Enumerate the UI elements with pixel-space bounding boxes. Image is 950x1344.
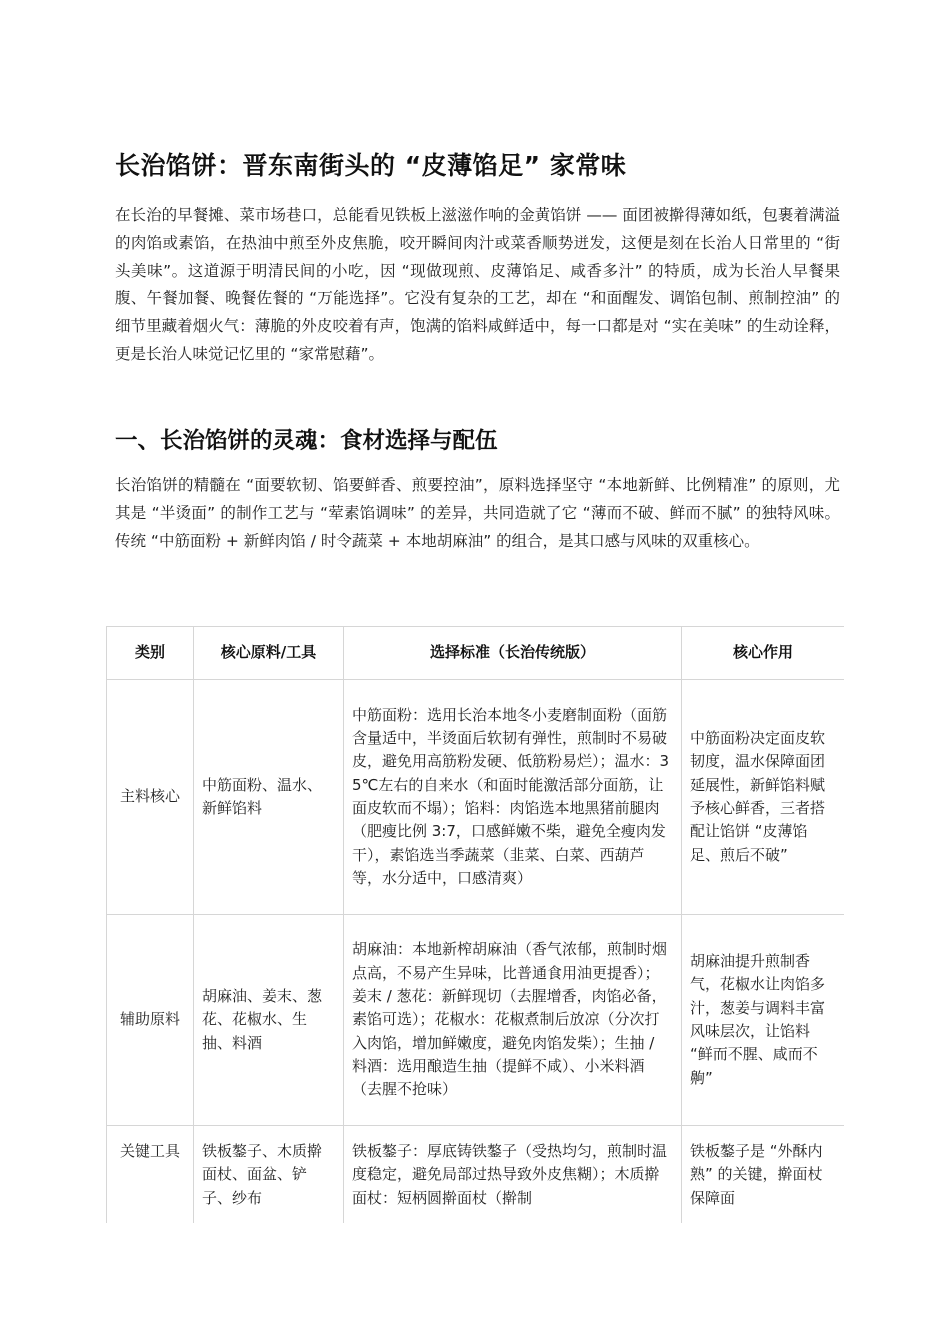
- ingredients-table: [106, 626, 844, 1223]
- header-standard: 选择标准（长治传统版）: [344, 627, 682, 680]
- header-role: 核心作用: [682, 627, 845, 680]
- cell-standard: 中筋面粉：选用长治本地冬小麦磨制面粉（面筋含量适中，半烫面后软韧有弹性，煎制时不易破皮，避免用高筋粉发硬、低筋粉易烂）；温水：35℃左右的自来水（和面时能激活部分面筋，让面皮软而不塌）；馅料：肉馅选本地黑猪前腿肉（肥瘦比例 3:7，口感鲜嫩不柴，避免全瘦肉发干），素馅选当季蔬菜（韭菜、白菜、西葫芦等，水分适中，口感清爽）: [344, 680, 682, 915]
- cell-role: 铁板鏊子是 “外酥内熟” 的关键，擀面杖保障面: [682, 1126, 845, 1224]
- cell-standard: 铁板鏊子：厚底铸铁鏊子（受热均匀，煎制时温度稳定，避免局部过热导致外皮焦糊）；木质擀面杖：短柄圆擀面杖（擀制: [344, 1126, 682, 1224]
- header-materials: 核心原料/工具: [194, 627, 344, 680]
- cell-materials: 胡麻油、姜末、葱花、花椒水、生抽、料酒: [194, 915, 344, 1126]
- cell-role: 胡麻油提升煎制香气，花椒水让肉馅多汁，葱姜与调料丰富风味层次，让馅料 “鲜而不腥、咸而不齁”: [682, 915, 845, 1126]
- section-paragraph: 长治馅饼的精髓在 “面要软韧、馅要鲜香、煎要控油”，原料选择坚守 “本地新鲜、比例精准” 的原则，尤其是 “半烫面” 的制作工艺与 “荤素馅调味” 的差异，共同造就了它 “薄而不破、鲜而不腻” 的独特风味。传统 “中筋面粉 + 新鲜肉馅 / 时令蔬菜 + 本地胡麻油” 的组合，是其口感与风味的双重核心。: [115, 476, 840, 550]
- page-title: 长治馅饼：晋东南街头的 “皮薄馅足” 家常味: [115, 151, 627, 180]
- cell-category: 关键工具: [107, 1126, 194, 1224]
- table-row: [107, 915, 845, 1126]
- section-heading: 一、长治馅饼的灵魂：食材选择与配伍: [115, 428, 498, 454]
- table-row: [107, 1126, 845, 1224]
- header-category: 类别: [107, 627, 194, 680]
- cell-standard: 胡麻油：本地新榨胡麻油（香气浓郁，煎制时烟点高，不易产生异味，比普通食用油更提香）；姜末 / 葱花：新鲜现切（去腥增香，肉馅必备，素馅可选）；花椒水：花椒煮制后放凉（分次打入肉馅，增加鲜嫩度，避免肉馅发柴）；生抽 / 料酒：选用酿造生抽（提鲜不咸）、小米料酒（去腥不抢味）: [344, 915, 682, 1126]
- cell-category: 辅助原料: [107, 915, 194, 1126]
- cell-role: 中筋面粉决定面皮软韧度，温水保障面团延展性，新鲜馅料赋予核心鲜香，三者搭配让馅饼 “皮薄馅足、煎后不破”: [682, 680, 845, 915]
- intro-paragraph: 在长治的早餐摊、菜市场巷口，总能看见铁板上滋滋作响的金黄馅饼 —— 面团被擀得薄如纸，包裹着满溢的肉馅或素馅，在热油中煎至外皮焦脆，咬开瞬间肉汁或菜香顺势迸发，这便是刻在长治人日常里的 “街头美味”。这道源于明清民间的小吃，因 “现做现煎、皮薄馅足、咸香多汁” 的特质，成为长治人早餐果腹、午餐加餐、晚餐佐餐的 “万能选择”。它没有复杂的工艺，却在 “和面醒发、调馅包制、煎制控油” 的细节里藏着烟火气：薄脆的外皮咬着有声，饱满的馅料咸鲜适中，每一口都是对 “实在美味” 的生动诠释，更是长治人味觉记忆里的 “家常慰藉”。: [115, 206, 840, 363]
- cell-category: 主料核心: [107, 680, 194, 915]
- cell-materials: 中筋面粉、温水、新鲜馅料: [194, 680, 344, 915]
- cell-materials: 铁板鏊子、木质擀面杖、面盆、铲子、纱布: [194, 1126, 344, 1224]
- ingredients-table-container: [106, 626, 844, 1223]
- table-header-row: [107, 627, 845, 680]
- table-row: [107, 680, 845, 915]
